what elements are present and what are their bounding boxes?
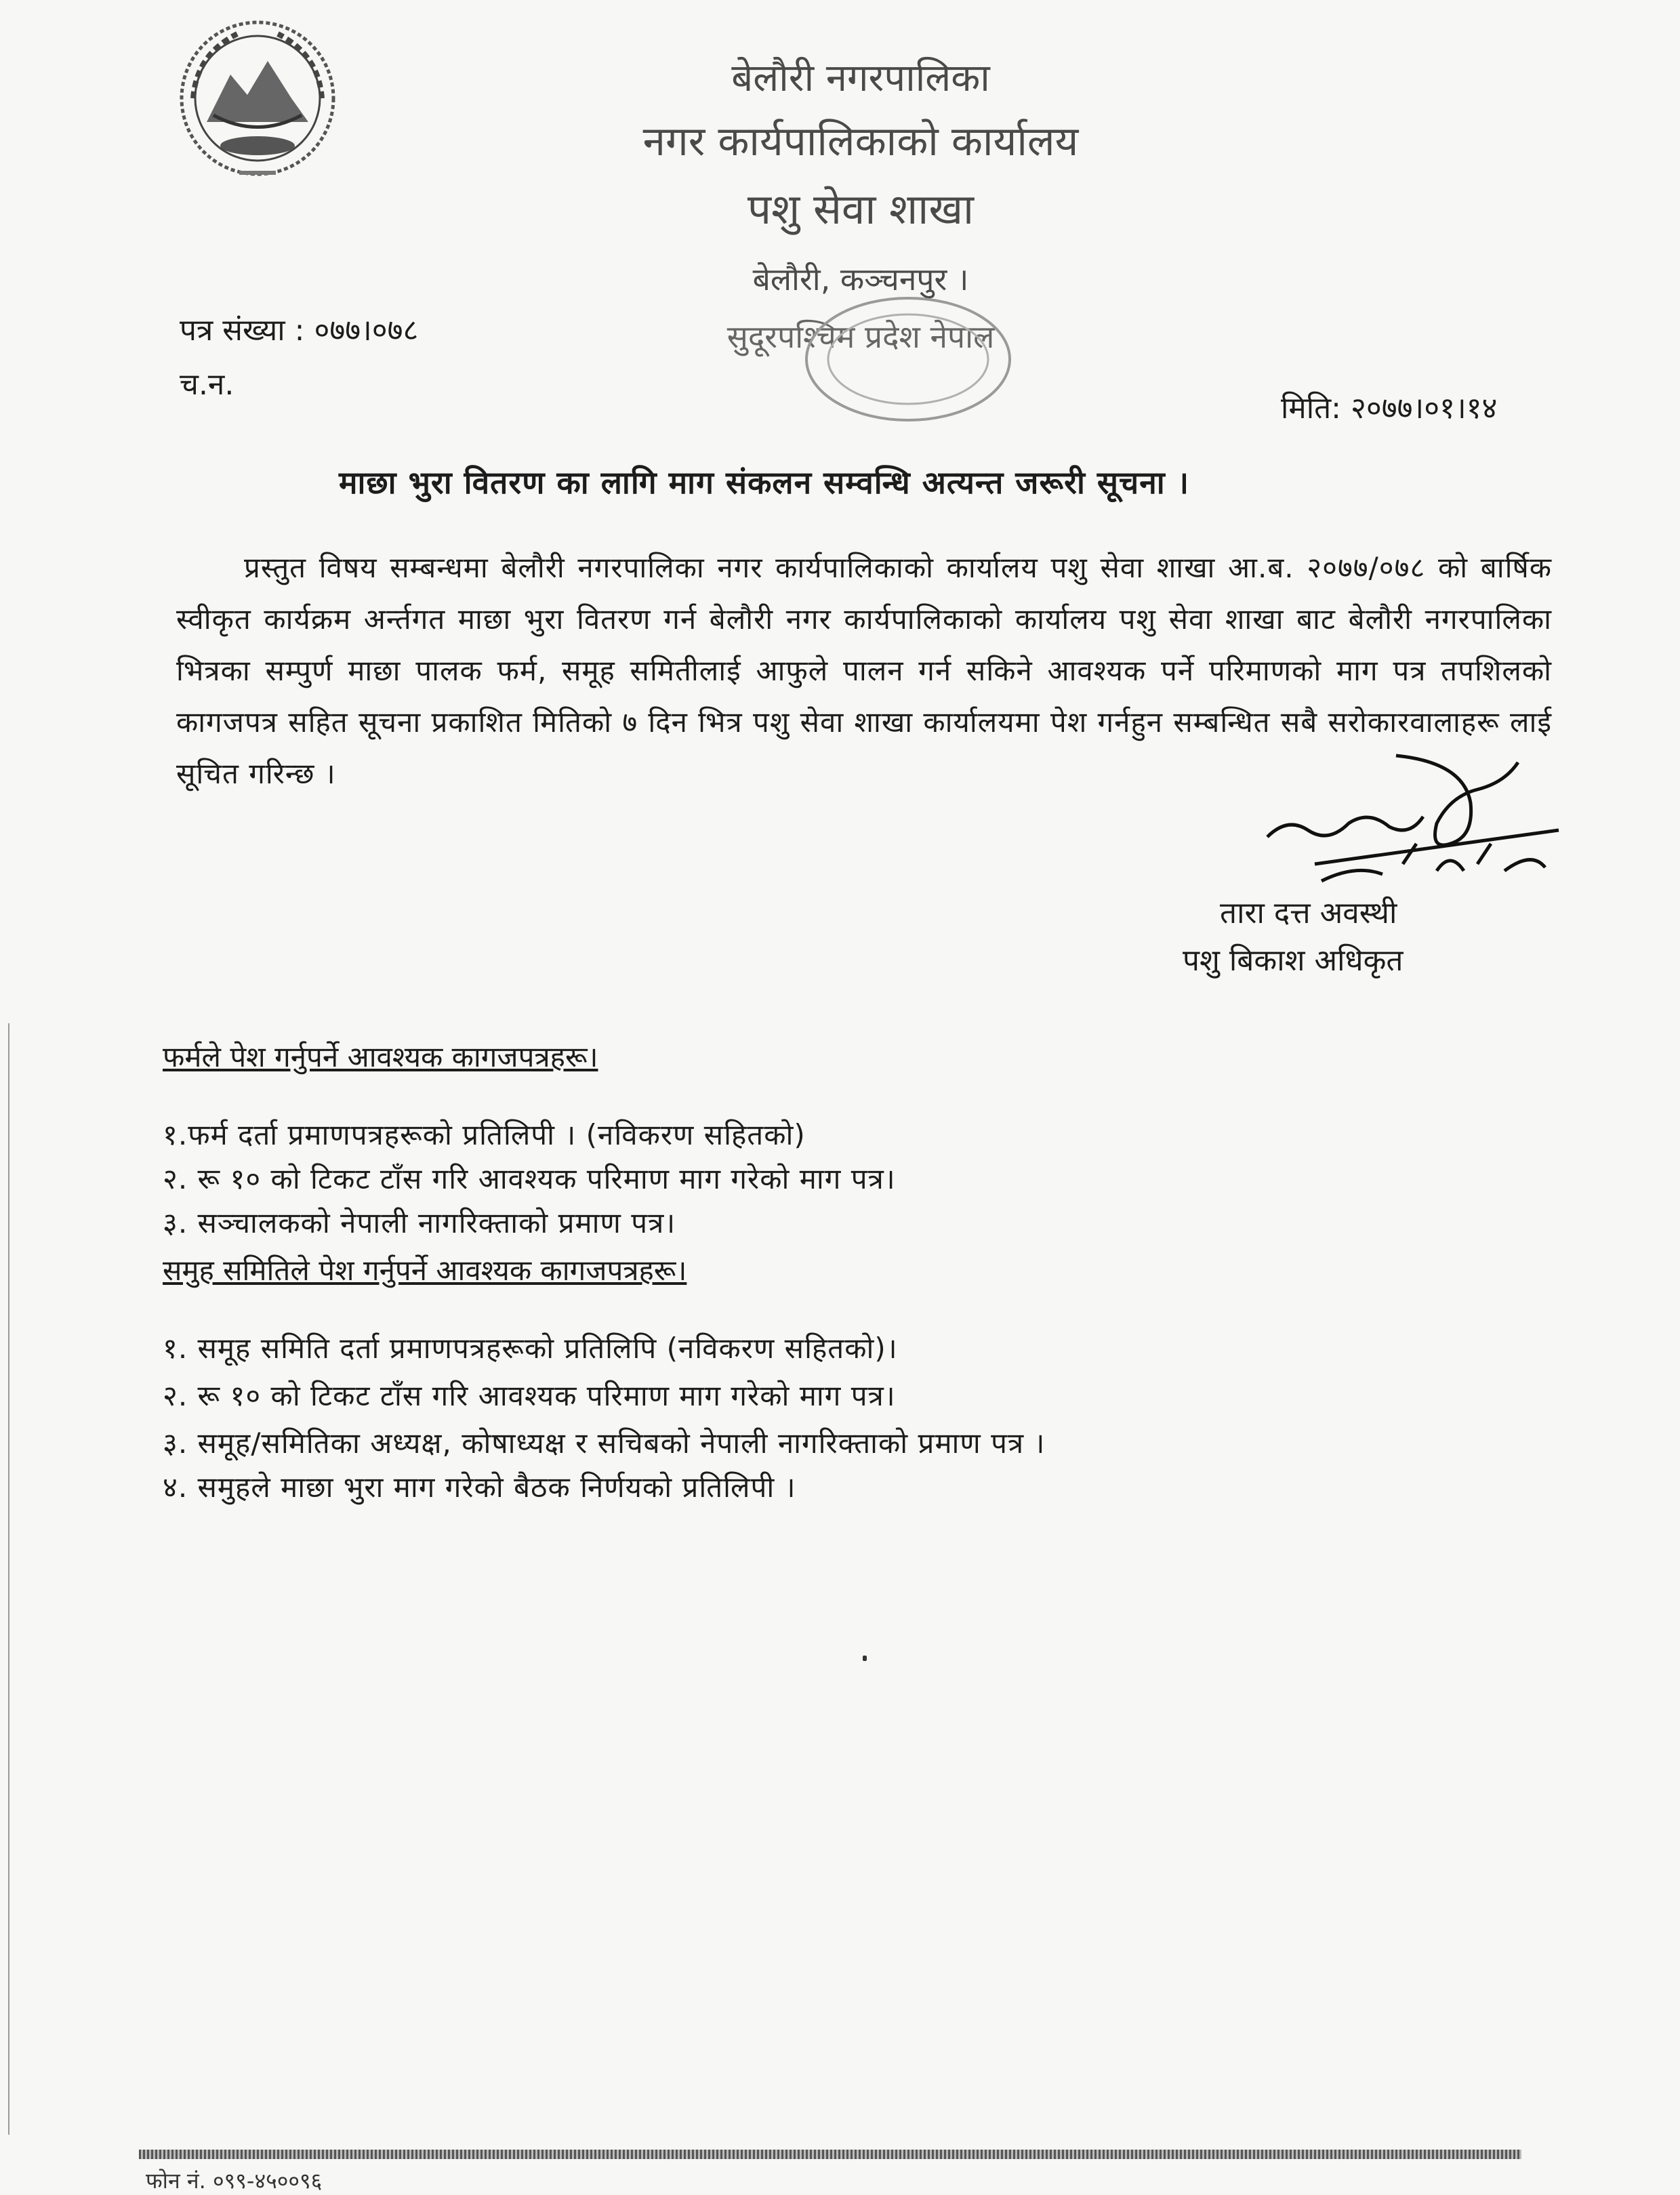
signatory-designation: पशु बिकाश अधिकृत	[1183, 943, 1404, 978]
office-stamp	[800, 291, 1017, 427]
group-document-item: १. समूह समिति दर्ता प्रमाणपत्रहरूको प्रतिलिपि (नविकरण सहितको)।	[163, 1332, 898, 1365]
scan-speck	[863, 1656, 867, 1661]
dispatch-number: च.न.	[180, 367, 234, 402]
letter-date: मिति: २०७७।०१।१४	[1281, 391, 1498, 426]
farm-document-item: १.फर्म दर्ता प्रमाणपत्रहरूको प्रतिलिपी । (नविकरण सहितको)	[163, 1118, 806, 1151]
municipality-name: बेलौरी नगरपालिका	[731, 56, 990, 100]
group-document-item: ४. समुहले माछा भुरा माग गरेको बैठक निर्णयको प्रतिलिपी ।	[163, 1471, 796, 1504]
notice-body: प्रस्तुत विषय सम्बन्धमा बेलौरी नगरपालिका नगर कार्यपालिकाको कार्यालय पशु सेवा शाखा आ.ब. २०७७/०७८ को बार्षिक स्वीकृत कार्यक्रम अर्न्तगत माछा भुरा वितरण गर्न बेलौरी नगर कार्यपालिकाको कार्यालय पशु सेवा शाखा बाट बेलौरी नगरपालिका भित्रका सम्पुर्ण माछा पालक फर्म, समूह समितीलाई आफुले पालन गर्न सकिने आवश्यक पर्ने परिमाणको माग पत्र तपशिलको कागजपत्र सहित सूचना प्रकाशित मितिको ७ दिन भित्र पशु सेवा शाखा कार्यालयमा पेश गर्नहुन सम्बन्धित सबै सरोकारवालाहरू लाई सूचित गरिन्छ ।	[176, 551, 1552, 790]
province-name: सुदूरपश्चिम प्रदेश नेपाल	[726, 319, 995, 355]
notice-title: माछा भुरा वितरण का लागि माग संकलन सम्वन्धि अत्यन्त जरूरी सूचना ।	[339, 464, 1190, 501]
farm-documents-heading: फर्मले पेश गर्नुपर्ने आवश्यक कागजपत्रहरू।	[163, 1040, 598, 1073]
letter-number: पत्र संख्या : ०७७।०७८	[180, 313, 419, 348]
footer-phone: फोन नं. ०९९-४५००९६	[146, 2168, 323, 2194]
group-document-item: ३. समूह/समितिका अध्यक्ष, कोषाध्यक्ष र सचिबको नेपाली नागरिक्ताको प्रमाण पत्र ।	[163, 1427, 1046, 1460]
group-documents-heading: समुह समितिले पेश गर्नुपर्ने आवश्यक कागजपत्रहरू।	[163, 1254, 687, 1287]
group-document-item: २. रू १० को टिकट टाँस गरि आवश्यक परिमाण माग गरेको माग पत्र।	[163, 1379, 896, 1412]
handwritten-signature	[1247, 735, 1586, 911]
farm-document-item: २. रू १० को टिकट टाँस गरि आवश्यक परिमाण माग गरेको माग पत्र।	[163, 1162, 896, 1195]
branch-name: पशु सेवा शाखा	[747, 184, 975, 234]
signatory-name: तारा दत्त अवस्थी	[1220, 896, 1397, 930]
footer-rule	[139, 2150, 1521, 2159]
scan-edge-line	[8, 1023, 9, 2135]
nepal-emblem-logo	[173, 14, 342, 183]
office-name: नगर कार्यपालिकाको कार्यालय	[642, 118, 1079, 165]
office-address: बेलौरी, कञ्चनपुर ।	[752, 261, 969, 298]
farm-document-item: ३. सञ्चालकको नेपाली नागरिक्ताको प्रमाण पत्र।	[163, 1206, 676, 1239]
